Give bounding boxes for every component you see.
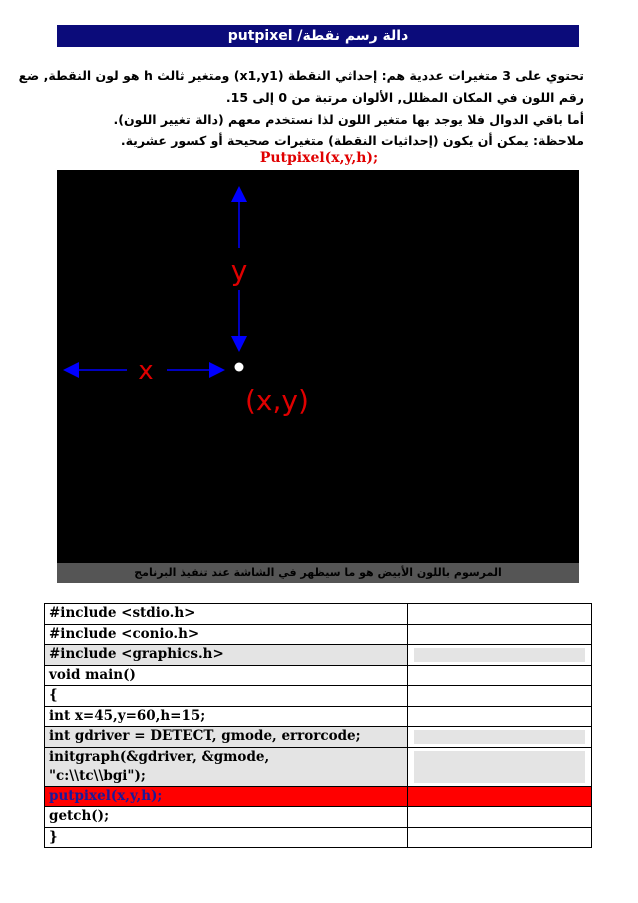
- code-line: void main(): [45, 665, 408, 686]
- y-arrow-down-head: [231, 336, 247, 352]
- code-line: {: [45, 686, 408, 707]
- code-note-cell: [408, 747, 592, 786]
- code-table: [44, 603, 592, 848]
- diagram-svg: [57, 170, 579, 563]
- code-row: [45, 827, 592, 848]
- diagram-caption: المرسوم باللون الأبيض هو ما سيظهر في الشاشة عند تنفيذ البرنامج: [57, 563, 579, 583]
- code-note-cell: [408, 706, 592, 727]
- point-label: (x,y): [245, 384, 309, 417]
- code-note-cell: [408, 604, 592, 625]
- gray-fill: [414, 730, 585, 744]
- x-arrow-right-head: [209, 362, 225, 378]
- code-line: initgraph(&gdriver, &gmode, "c:\\tc\\bgi");: [45, 747, 408, 786]
- y-arrow-up-head: [231, 186, 247, 202]
- paragraph-1: تحتوي على 3 متغيرات عددية هم: إحداثي النقطة (x1,y1) ومتغير ثالث h هو لون النقطة, ضع: [18, 68, 584, 83]
- code-line: int x=45,y=60,h=15;: [45, 706, 408, 727]
- function-signature: Putpixel(x,y,h);: [259, 150, 379, 166]
- gray-fill: [414, 751, 585, 783]
- code-row: [45, 747, 592, 786]
- paragraph-4: ملاحظة: يمكن أن يكون (إحداثيات النقطة) متغيرات صحيحة أو كسور عشرية.: [120, 133, 584, 148]
- code-row: [45, 786, 592, 807]
- pixel-point: [235, 363, 244, 372]
- x-label: x: [138, 356, 154, 386]
- code-line: #include <stdio.h>: [45, 604, 408, 625]
- code-row: [45, 727, 592, 748]
- x-arrow-left-head: [63, 362, 79, 378]
- code-row: [45, 604, 592, 625]
- gray-fill: [414, 648, 585, 662]
- code-note-cell: [408, 624, 592, 645]
- code-note-cell: [408, 665, 592, 686]
- code-note-cell: [408, 827, 592, 848]
- page-title: دالة رسم نقطة/ putpixel: [57, 25, 579, 47]
- code-row: [45, 686, 592, 707]
- y-label: y: [230, 254, 248, 287]
- paragraph-2: رقم اللون في المكان المظلل, الألوان مرتبة من 0 إلى 15.: [225, 90, 584, 105]
- code-line: putpixel(x,y,h);: [45, 786, 408, 807]
- output-screen: [57, 170, 579, 563]
- code-note-cell: [408, 786, 592, 807]
- code-row: [45, 645, 592, 666]
- code-row: [45, 807, 592, 828]
- code-note-cell: [408, 686, 592, 707]
- code-note-cell: [408, 727, 592, 748]
- code-note-cell: [408, 807, 592, 828]
- code-row: [45, 706, 592, 727]
- paragraph-3: أما باقي الدوال فلا يوجد بها متغير اللون لذا نستخدم معهم (دالة تغيير اللون).: [113, 112, 584, 127]
- code-row: [45, 624, 592, 645]
- code-row: [45, 665, 592, 686]
- code-line: #include <graphics.h>: [45, 645, 408, 666]
- code-note-cell: [408, 645, 592, 666]
- code-line: getch();: [45, 807, 408, 828]
- code-line: #include <conio.h>: [45, 624, 408, 645]
- code-line: }: [45, 827, 408, 848]
- code-line: int gdriver = DETECT, gmode, errorcode;: [45, 727, 408, 748]
